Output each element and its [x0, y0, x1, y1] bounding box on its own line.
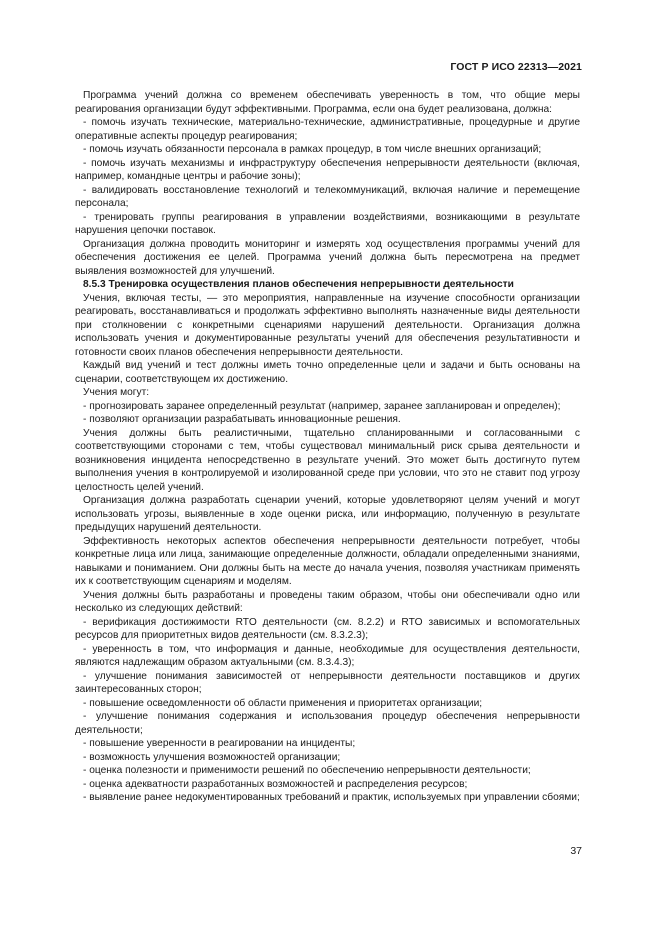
- section-heading: 8.5.3 Тренировка осуществления планов обеспечения непрерывности деятельности: [83, 279, 514, 290]
- list-item: - оценка адекватности разработанных возможностей и распределения ресурсов;: [83, 778, 468, 790]
- list-item: - валидировать восстановление технологий и телекоммуникаций, включая наличие и перемещение персонала;: [75, 184, 580, 209]
- paragraph: Учения должны быть реалистичными, тщательно спланированными и согласованными с соответствующими сторонами с тем, чтобы существовал минимальный риск срыва деятельности и возникновения инцидента непосредственно в результате учений. Это может быть достигнуто путем выполнения учения в контролируемой и изолированной среде при условии, что это не ставит под угрозу целостность целей учений.: [75, 427, 580, 493]
- list-item: - повышение осведомленности об области применения и приоритетах организации;: [83, 697, 483, 709]
- list-item: - позволяют организации разрабатывать инновационные решения.: [83, 414, 401, 425]
- list-item: - помочь изучать обязанности персонала в рамках процедур, в том числе внешних организаций;: [83, 144, 542, 155]
- paragraph: Программа учений должна со временем обеспечивать уверенность в том, что общие меры реагирования организации будут эффективными. Программа, если она будет реализована, должна:: [75, 90, 580, 115]
- list-item: - прогнозировать заранее определенный результат (например, заранее запланирован и определен);: [83, 400, 561, 412]
- list-item: - повышение уверенности в реагировании на инциденты;: [83, 738, 356, 749]
- list-item: - выявление ранее недокументированных требований и практик, используемых при управлении сбоями;: [83, 792, 580, 803]
- list-item: - помочь изучать технические, материально-технические, административные, процедурные и другие оперативные аспекты процедур реагирования;: [75, 117, 580, 142]
- paragraph: Организация должна проводить мониторинг и измерять ход осуществления программы учений для обеспечения достижения ее целей. Программа учений должна быть пересмотрена на предмет выявления возможностей для улучшений.: [75, 238, 580, 277]
- page-number: 37: [570, 845, 582, 857]
- list-item: - верификация достижимости RTO деятельности (см. 8.2.2) и RTO зависимых и вспомогательных ресурсов для приоритетных видов деятельности (см. 8.3.2.3);: [75, 616, 580, 641]
- paragraph: Эффективность некоторых аспектов обеспечения непрерывности деятельности потребует, чтобы конкретные лица или лица, занимающие определенные должности, обладали определенными знаниями, навыками и пониманием. Они должны быть на месте до начала учения, позволяя участникам применять их к соответствующим сценариям и моделям.: [75, 535, 580, 587]
- list-item: - оценка полезности и применимости решений по обеспечению непрерывности деятельности;: [83, 765, 531, 776]
- list-item: - уверенность в том, что информация и данные, необходимые для осуществления деятельности, являются надлежащим образом актуальными (см. 8.3.4.3);: [75, 643, 580, 668]
- paragraph: Учения, включая тесты, — это мероприятия, направленные на изучение способности организации реагировать, восстанавливаться и продолжать эффективно выполнять назначенные виды деятельности при столкновении с конкретными сценариями нарушений деятельности. Организация должна использовать учения и документированные результаты учений для обеспечения результативности и готовности своих планов обеспечения непрерывности деятельности.: [75, 292, 580, 358]
- page-body: [75, 89, 580, 805]
- paragraph: Учения должны быть разработаны и проведены таким образом, чтобы они обеспечивали одно или несколько из следующих действий:: [75, 589, 580, 614]
- list-item: - тренировать группы реагирования в управлении воздействиями, возникающими в результате нарушения цепочки поставок.: [75, 211, 580, 236]
- document-id-header: ГОСТ Р ИСО 22313—2021: [450, 61, 582, 73]
- paragraph: Каждый вид учений и тест должны иметь точно определенные цели и задачи и быть основаны на сценарии, соответствующем их достижению.: [75, 360, 580, 385]
- list-item: - помочь изучать механизмы и инфраструктуру обеспечения непрерывности деятельности (включая, например, командные центры и рабочие зоны);: [75, 157, 580, 182]
- list-item: - возможность улучшения возможностей организации;: [83, 751, 341, 763]
- paragraph: Организация должна разработать сценарии учений, которые удовлетворяют целям учений и могут использовать угрозы, выявленные в ходе оценки риска, или информацию, полученную в результате предыдущих нарушений деятельности.: [75, 495, 580, 533]
- paragraph: Учения могут:: [83, 387, 150, 398]
- list-item: - улучшение понимания содержания и использования процедур обеспечения непрерывности деятельности;: [75, 711, 580, 736]
- list-item: - улучшение понимания зависимостей от непрерывности деятельности поставщиков и других заинтересованных сторон;: [75, 670, 580, 695]
